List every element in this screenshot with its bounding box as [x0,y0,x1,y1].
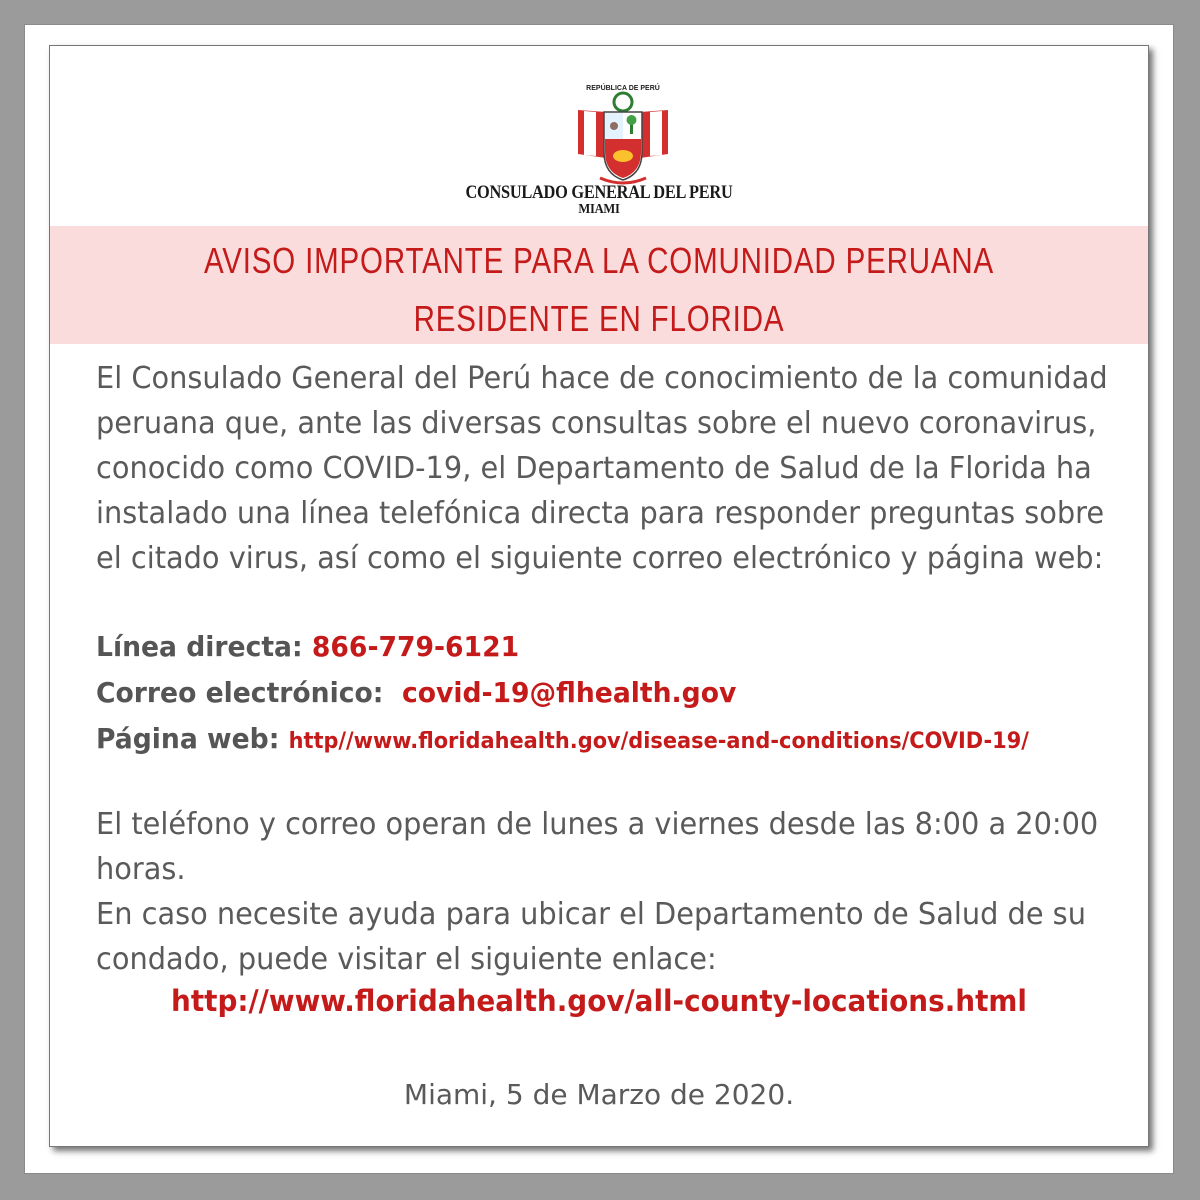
banner-title-line2: RESIDENTE EN FLORIDA [413,298,785,339]
intro-line: instalado una línea telefónica directa para responder preguntas sobre [96,496,1105,531]
phone-label: Línea directa: [96,630,303,663]
hours-line: horas. [96,852,186,887]
outer-frame [24,24,1174,1174]
web-row [96,716,1029,764]
hours-line: En caso necesite ayuda para ubicar el Departamento de Salud de su [96,897,1086,932]
peru-coat-of-arms-icon [548,82,698,188]
intro-line: El Consulado General del Perú hace de conocimiento de la comunidad [96,361,1108,396]
consulate-name: CONSULADO GENERAL DEL PERU [465,182,733,203]
crest-caption: REPÚBLICA DE PERÚ [586,85,660,92]
hours-line: El teléfono y correo operan de lunes a viernes desde las 8:00 a 20:00 [96,807,1099,842]
email-row [96,670,736,715]
banner-title-line1: AVISO IMPORTANTE PARA LA COMUNIDAD PERUANA [203,240,995,281]
hours-line: condado, puede visitar el siguiente enlace: [96,942,717,977]
consulate-city: MIAMI [578,202,620,217]
intro-line: conocido como COVID-19, el Departamento de Salud de la Florida ha [96,451,1092,486]
intro-line: peruana que, ante las diversas consultas sobre el nuevo coronavirus, [96,406,1097,441]
intro-line: el citado virus, así como el siguiente correo electrónico y página web: [96,541,1104,576]
intro-paragraph [96,356,1114,581]
phone-number[interactable]: 866-779-6121 [311,630,520,663]
web-link[interactable]: http//www.floridahealth.gov/disease-and-conditions/COVID-19/ [288,729,1029,754]
phone-row [96,624,519,669]
county-locations-link[interactable]: http://www.floridahealth.gov/all-county-locations.html [171,984,1027,1018]
web-label: Página web: [96,722,280,755]
hours-paragraph [96,802,1114,982]
email-label: Correo electrónico: [96,676,384,709]
date-line: Miami, 5 de Marzo de 2020. [403,1078,795,1111]
notice-card [49,45,1149,1147]
email-link[interactable]: covid-19@flhealth.gov [401,676,737,709]
